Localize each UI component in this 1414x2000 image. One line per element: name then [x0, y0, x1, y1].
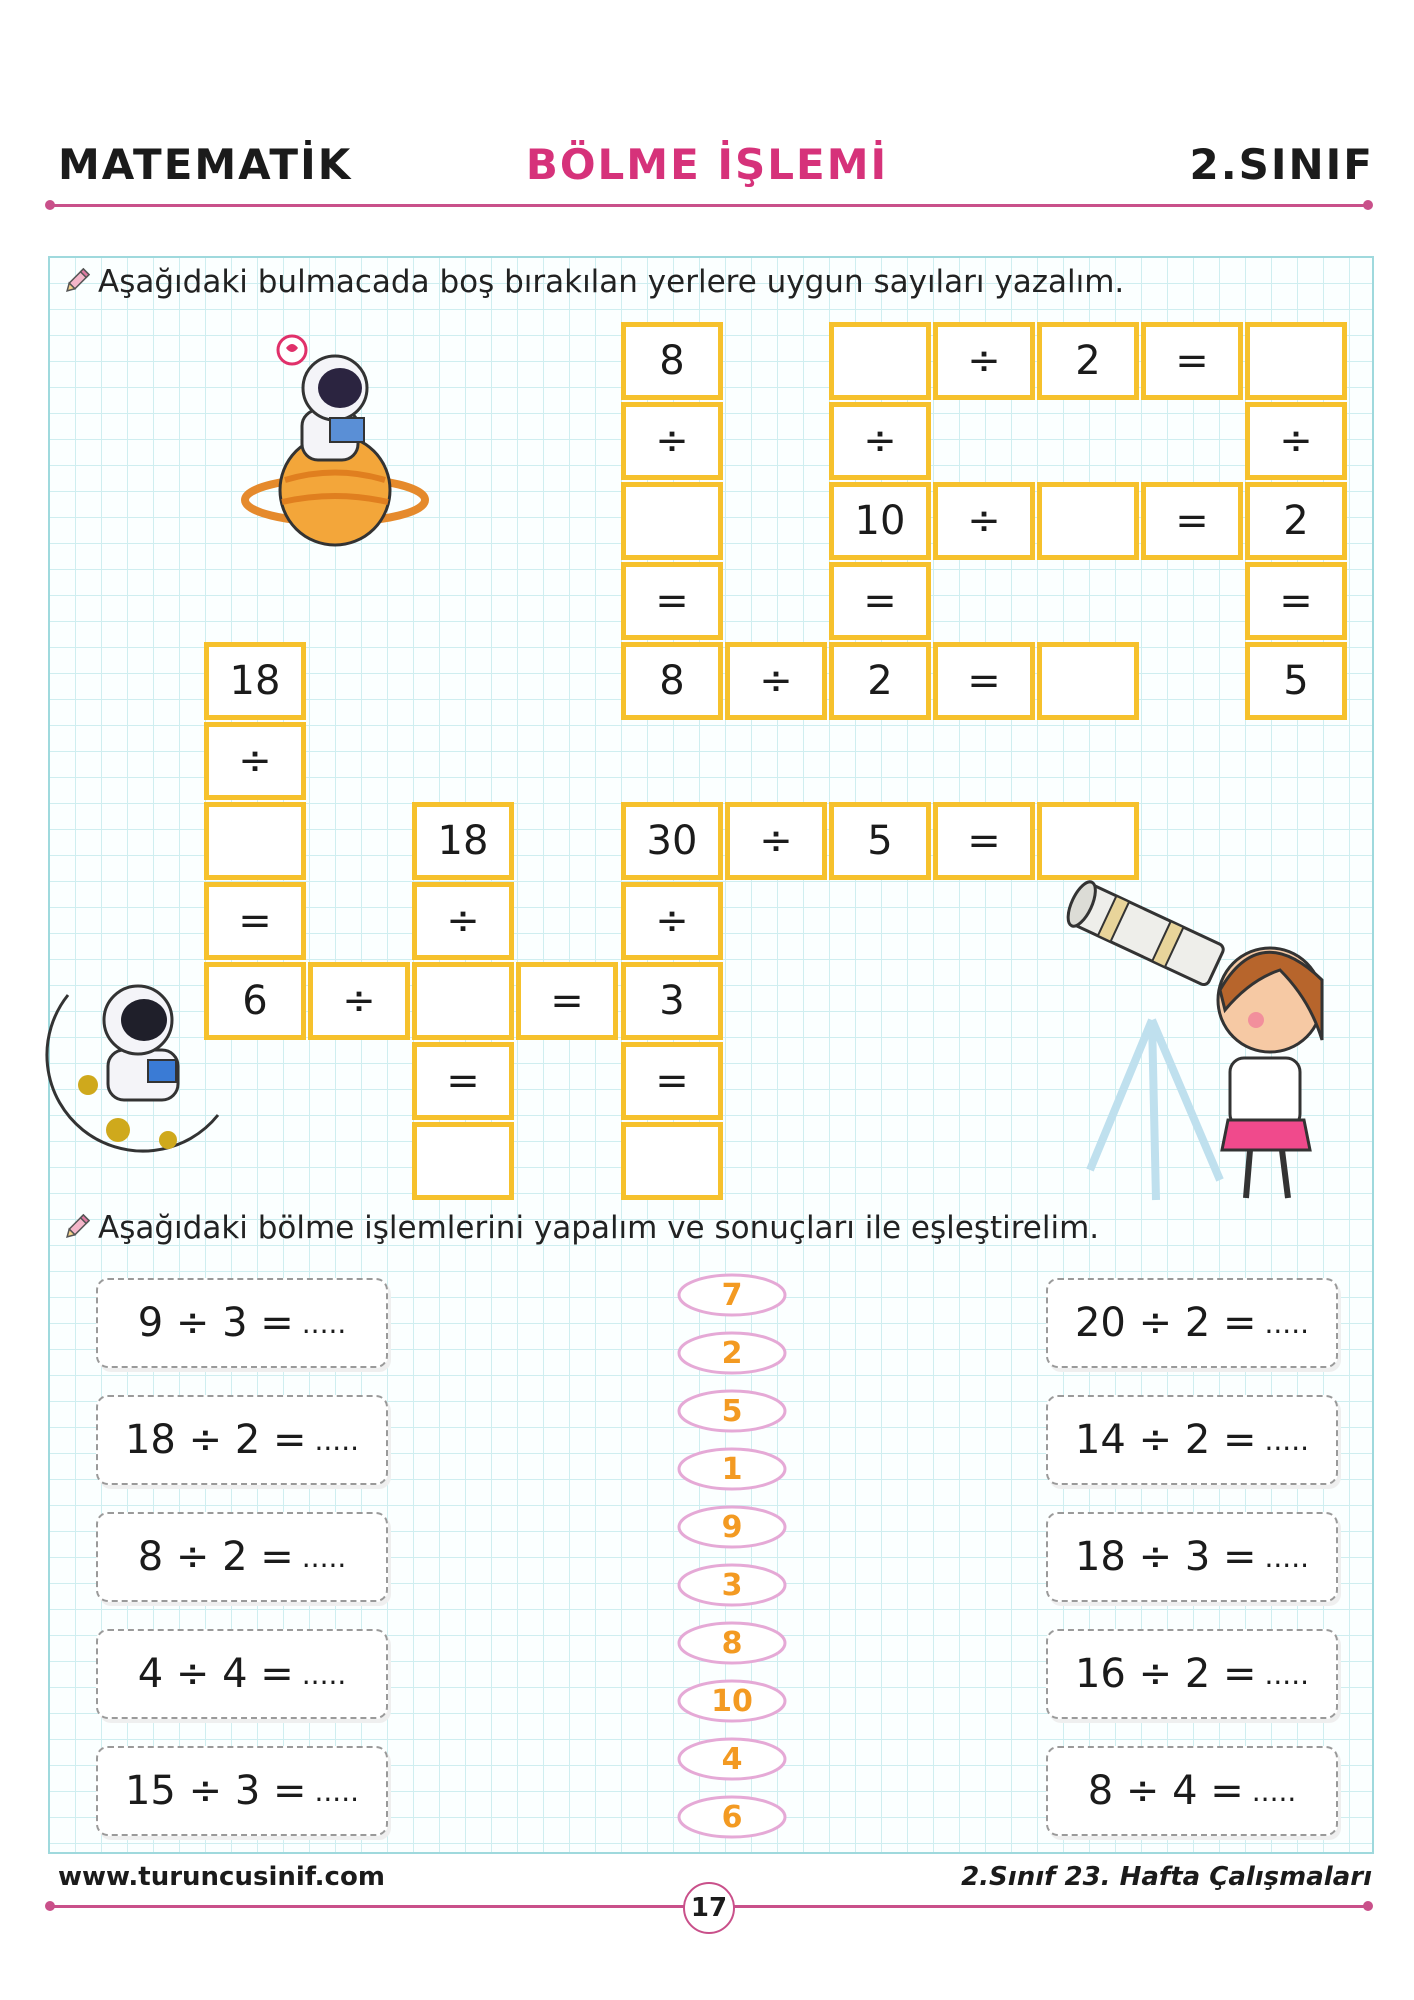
footer-week-label: 2.Sınıf 23. Hafta Çalışmaları — [961, 1862, 1372, 1892]
puzzle-cell[interactable]: ÷ — [308, 962, 410, 1040]
puzzle-cell[interactable]: = — [621, 1042, 723, 1120]
puzzle-cell[interactable]: = — [1141, 482, 1243, 560]
puzzle-cell[interactable]: ÷ — [621, 402, 723, 480]
left-expression-card[interactable]: 4 ÷ 4 = ..... — [96, 1629, 388, 1719]
puzzle-cell[interactable]: 6 — [204, 962, 306, 1040]
puzzle-cell[interactable]: = — [516, 962, 618, 1040]
puzzle-cell[interactable] — [621, 1122, 723, 1200]
puzzle-cell[interactable]: = — [621, 562, 723, 640]
puzzle-cell[interactable]: = — [1141, 322, 1243, 400]
answer-option[interactable]: 7 — [676, 1272, 788, 1318]
puzzle-cell[interactable]: ÷ — [933, 482, 1035, 560]
puzzle-cell[interactable]: ÷ — [725, 802, 827, 880]
answer-option[interactable]: 4 — [676, 1736, 788, 1782]
puzzle-cell[interactable]: 2 — [829, 642, 931, 720]
puzzle-cell[interactable] — [1245, 322, 1347, 400]
answer-option[interactable]: 9 — [676, 1504, 788, 1550]
puzzle-cell[interactable]: = — [933, 802, 1035, 880]
puzzle-cell[interactable]: = — [412, 1042, 514, 1120]
pencil-icon — [62, 1212, 92, 1242]
puzzle-cell[interactable] — [1037, 642, 1139, 720]
left-expression-card[interactable]: 18 ÷ 2 = ..... — [96, 1395, 388, 1485]
page-title: BÖLME İŞLEMİ — [525, 140, 889, 189]
puzzle-cell[interactable]: = — [204, 882, 306, 960]
puzzle-cell[interactable] — [1037, 482, 1139, 560]
puzzle-cell[interactable] — [412, 962, 514, 1040]
puzzle-cell[interactable] — [412, 1122, 514, 1200]
puzzle-cell[interactable] — [829, 322, 931, 400]
puzzle-cell[interactable] — [204, 802, 306, 880]
answer-option[interactable]: 6 — [676, 1794, 788, 1840]
puzzle-cell[interactable]: ÷ — [725, 642, 827, 720]
puzzle-cell[interactable]: 18 — [204, 642, 306, 720]
answer-option[interactable]: 2 — [676, 1330, 788, 1376]
puzzle-cell[interactable]: = — [1245, 562, 1347, 640]
subject-label: MATEMATİK — [58, 140, 353, 189]
puzzle-cell[interactable]: = — [829, 562, 931, 640]
grade-label: 2.SINIF — [1189, 140, 1374, 189]
left-expression-card[interactable]: 15 ÷ 3 = ..... — [96, 1746, 388, 1836]
puzzle-cell[interactable]: 30 — [621, 802, 723, 880]
header-divider — [50, 204, 1368, 207]
astronaut-moon-illustration — [28, 965, 228, 1165]
puzzle-cell[interactable]: ÷ — [829, 402, 931, 480]
puzzle-cell[interactable]: 5 — [829, 802, 931, 880]
puzzle-cell[interactable]: 5 — [1245, 642, 1347, 720]
right-expression-card[interactable]: 18 ÷ 3 = ..... — [1046, 1512, 1338, 1602]
right-expression-card[interactable]: 16 ÷ 2 = ..... — [1046, 1629, 1338, 1719]
puzzle-cell[interactable]: = — [933, 642, 1035, 720]
puzzle-cell[interactable]: ÷ — [412, 882, 514, 960]
puzzle-cell[interactable]: 18 — [412, 802, 514, 880]
puzzle-cell[interactable] — [1037, 802, 1139, 880]
puzzle-cell[interactable]: 8 — [621, 642, 723, 720]
answer-option[interactable]: 1 — [676, 1446, 788, 1492]
puzzle-cell[interactable]: 10 — [829, 482, 931, 560]
puzzle-cell[interactable]: 2 — [1037, 322, 1139, 400]
left-expression-card[interactable]: 8 ÷ 2 = ..... — [96, 1512, 388, 1602]
pencil-icon — [62, 266, 92, 296]
puzzle-cell[interactable]: ÷ — [933, 322, 1035, 400]
answer-option[interactable]: 8 — [676, 1620, 788, 1666]
right-expression-card[interactable]: 14 ÷ 2 = ..... — [1046, 1395, 1338, 1485]
puzzle-instruction — [62, 264, 1124, 300]
answer-option[interactable]: 5 — [676, 1388, 788, 1434]
puzzle-cell[interactable]: 2 — [1245, 482, 1347, 560]
puzzle-cell[interactable]: ÷ — [1245, 402, 1347, 480]
puzzle-cell[interactable] — [621, 482, 723, 560]
page-number: 17 — [683, 1882, 735, 1934]
puzzle-cell[interactable]: ÷ — [621, 882, 723, 960]
footer-website[interactable]: www.turuncusinif.com — [58, 1862, 385, 1892]
answer-option[interactable]: 3 — [676, 1562, 788, 1608]
matching-instruction-text: Aşağıdaki bölme işlemlerini yapalım ve sonuçları ile eşleştirelim. — [98, 1210, 1100, 1246]
astronaut-planet-illustration — [240, 330, 430, 570]
right-expression-card[interactable]: 20 ÷ 2 = ..... — [1046, 1278, 1338, 1368]
matching-instruction — [62, 1210, 1099, 1246]
puzzle-cell[interactable]: ÷ — [204, 722, 306, 800]
left-expression-card[interactable]: 9 ÷ 3 = ..... — [96, 1278, 388, 1368]
puzzle-instruction-text: Aşağıdaki bulmacada boş bırakılan yerlere uygun sayıları yazalım. — [98, 264, 1125, 300]
puzzle-cell[interactable]: 8 — [621, 322, 723, 400]
girl-telescope-illustration — [1060, 880, 1360, 1210]
puzzle-cell[interactable]: 3 — [621, 962, 723, 1040]
right-expression-card[interactable]: 8 ÷ 4 = ..... — [1046, 1746, 1338, 1836]
answer-option[interactable]: 10 — [676, 1678, 788, 1724]
